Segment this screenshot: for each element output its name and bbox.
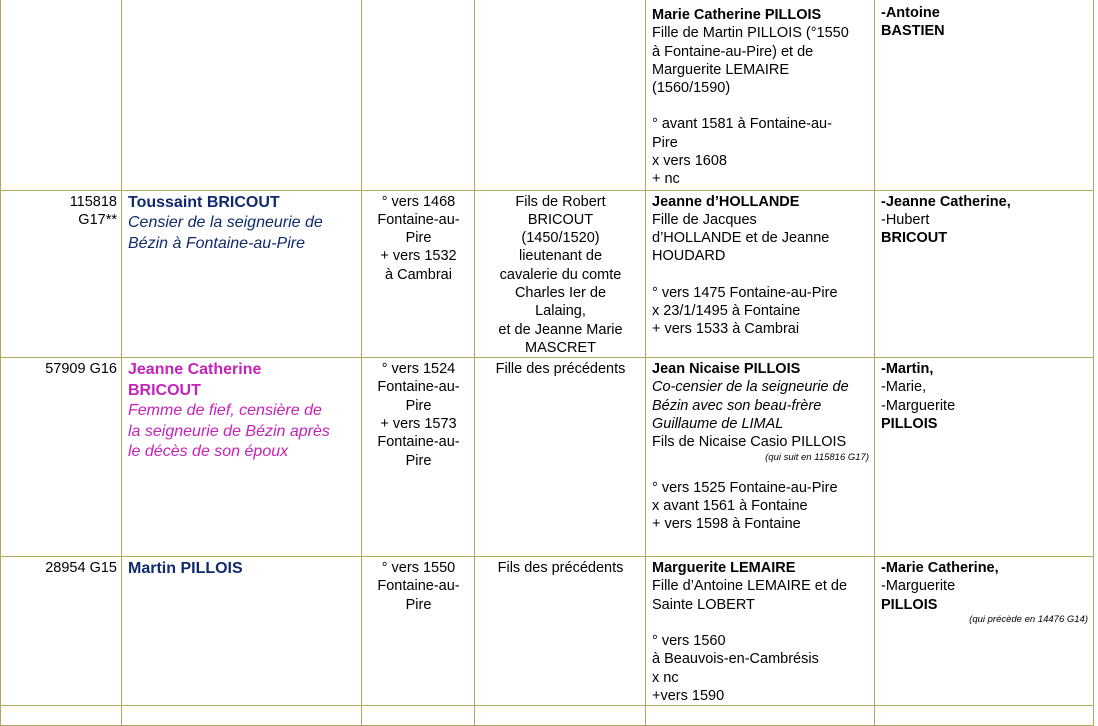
table-row [1,190,1094,358]
spouse-name: Marguerite LEMAIRE [652,560,796,577]
spouse-event: ° vers 1560 [652,633,726,650]
spouse-cell [646,557,875,706]
parents-line: Fils des précédents [497,560,624,577]
birth-death-line: Fontaine-au- [377,578,460,595]
child-entry: -Marie, [881,379,927,396]
parents-cell [475,706,646,726]
children-cell [875,358,1094,557]
children-surname: BRICOUT [881,230,948,247]
person-name: Martin PILLOIS [128,560,243,578]
children-cell [875,706,1094,726]
birth-death-line: Pire [405,230,432,247]
parents-cell [475,0,646,190]
parents-line: Lalaing, [535,303,586,320]
spouse-role: Bézin avec son beau-frère [652,397,822,414]
parents-line: Charles Ier de [514,284,607,301]
birth-death-cell [362,190,475,358]
generation-number: 28954 G15 [45,560,117,577]
parents-cell [475,190,646,358]
spouse-parents-line: Fils de Nicaise Casio PILLOIS [652,434,847,451]
spouse-cell [646,358,875,557]
person-cell [122,190,362,358]
table-row [1,706,1094,726]
cross-reference-note: (qui suit en 115816 G17) [765,451,869,463]
spouse-parents-line: Fille d’Antoine LEMAIRE et de [652,578,848,595]
birth-death-line: + vers 1532 [380,248,457,265]
parents-line: BRICOUT [527,211,594,228]
child-entry: -Marie Catherine, [881,560,999,577]
birth-death-line: ° vers 1550 [381,560,456,577]
spouse-cell [646,0,875,190]
person-cell [122,358,362,557]
birth-death-line: à Cambrai [385,266,452,283]
generation-number-cell [1,706,122,726]
spouse-name: Jean Nicaise PILLOIS [652,361,801,378]
birth-death-line: Pire [405,397,432,414]
birth-death-line: Fontaine-au- [377,211,460,228]
person-name: Toussaint BRICOUT [128,193,280,211]
generation-number-cell [1,190,122,358]
generation-number-cell [1,0,122,190]
spouse-event: x vers 1608 [652,153,727,170]
spouse-parents-line: Fille de Jacques [652,211,757,228]
child-entry: -Hubert [881,211,930,228]
spouse-parents-line: Fille de Martin PILLOIS (°1550 [652,25,849,42]
birth-death-line: Pire [405,452,432,469]
table-row [1,557,1094,706]
spouse-event: ° vers 1525 Fontaine-au-Pire [652,479,838,496]
birth-death-cell [362,358,475,557]
generation-number-cell [1,358,122,557]
person-cell [122,0,362,190]
child-entry: -Marguerite [881,578,956,595]
birth-death-line: Fontaine-au- [377,379,460,396]
spouse-parents-line: (1560/1590) [652,80,731,97]
child-entry: -Marguerite [881,397,956,414]
birth-death-line: ° vers 1468 [381,193,456,210]
spouse-parents-line: à Fontaine-au-Pire) et de [652,43,814,60]
spouse-event: Pire [652,134,678,151]
child-entry: -Antoine [881,5,940,21]
spouse-event: + nc [652,171,680,188]
spouse-role: Co-censier de la seigneurie de [652,379,849,396]
children-surname: BASTIEN [881,23,945,40]
spouse-event: x nc [652,669,679,686]
spouse-event: ° avant 1581 à Fontaine-au- [652,116,832,133]
parents-line: lieutenant de [518,248,603,265]
child-entry: -Martin, [881,361,934,378]
person-role: Bézin à Fontaine-au-Pire [128,234,305,252]
person-cell [122,706,362,726]
person-role: la seigneurie de Bézin après [128,422,330,440]
children-cell [875,190,1094,358]
birth-death-line: Pire [405,596,432,613]
birth-death-cell [362,557,475,706]
spouse-name: Jeanne d’HOLLANDE [652,193,800,210]
parents-line: Fils de Robert [515,193,606,210]
spouse-parents-line: d’HOLLANDE et de Jeanne [652,230,830,247]
parents-line: cavalerie du comte [499,266,622,283]
birth-death-cell [362,0,475,190]
spouse-event: x avant 1561 à Fontaine [652,497,808,514]
generation-number-cell [1,557,122,706]
parents-line: et de Jeanne Marie [498,321,623,338]
birth-death-line: + vers 1573 [380,416,457,433]
parents-line: (1450/1520) [521,230,600,247]
table-row [1,358,1094,557]
birth-death-line: ° vers 1524 [381,361,456,378]
spouse-cell [646,190,875,358]
spouse-name: Marie Catherine PILLOIS [652,7,822,23]
person-cell [122,557,362,706]
child-entry: -Jeanne Catherine, [881,193,1011,210]
cross-reference-note: (qui précède en 14476 G14) [969,614,1088,626]
spouse-event: ° vers 1475 Fontaine-au-Pire [652,284,838,301]
spouse-parents-line: HOUDARD [652,248,726,265]
children-cell [875,0,1094,190]
generation-label: G17** [78,211,117,228]
parents-cell [475,557,646,706]
spouse-role: Guillaume de LIMAL [652,416,784,433]
children-surname: PILLOIS [881,596,938,613]
spouse-event: + vers 1533 à Cambrai [652,321,800,338]
spouse-cell [646,706,875,726]
generation-number: 115818 [69,193,117,210]
birth-death-line: Fontaine-au- [377,434,460,451]
parents-line: MASCRET [525,339,596,356]
children-cell [875,557,1094,706]
table-row [1,0,1094,190]
children-surname: PILLOIS [881,416,938,433]
parents-line: Fille des précédents [495,361,626,378]
spouse-parents-line: Marguerite LEMAIRE [652,61,789,78]
spouse-event: +vers 1590 [652,687,725,704]
birth-death-cell [362,706,475,726]
spouse-event: x 23/1/1495 à Fontaine [652,302,801,319]
person-role: Censier de la seigneurie de [128,214,323,231]
person-role: le décès de son époux [128,443,289,461]
generation-number: 57909 G16 [45,361,117,378]
person-name: Jeanne Catherine BRICOUT [128,361,262,399]
spouse-event: + vers 1598 à Fontaine [652,516,801,533]
parents-cell [475,358,646,557]
person-role: Femme de fief, censière de [128,402,322,420]
spouse-event: à Beauvois-en-Cambrésis [652,651,819,668]
spouse-parents-line: Sainte LOBERT [652,596,755,613]
